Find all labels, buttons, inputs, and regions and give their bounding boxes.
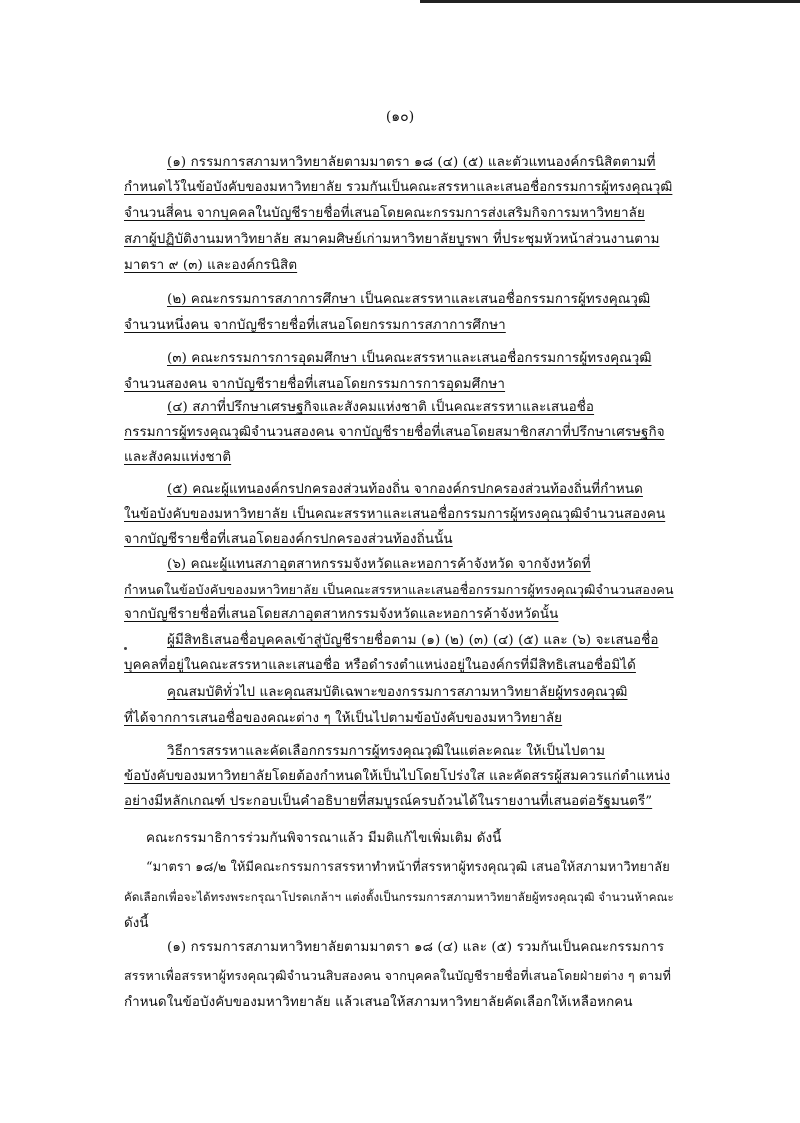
- text-line: (๑) กรรมการสภามหาวิทยาลัยตามมาตรา ๑๘ (๔) (๕) และตัวแทนองค์กรนิสิตตามที่: [167, 155, 656, 170]
- text-line: ในข้อบังคับของมหาวิทยาลัย เป็นคณะสรรหาและเสนอชื่อกรรมการผู้ทรงคุณวุฒิจำนวนสองคน: [124, 507, 666, 522]
- page-number: (๑๐): [385, 109, 415, 125]
- scan-speck: [124, 647, 127, 650]
- text-line: ที่ได้จากการเสนอชื่อของคณะต่าง ๆ ให้เป็นไปตามข้อบังคับของมหาวิทยาลัย: [124, 711, 563, 726]
- text-line: กำหนดไว้ในข้อบังคับของมหาวิทยาลัย รวมกันเป็นคณะสรรหาและเสนอชื่อกรรมการผู้ทรงคุณวุฒิ: [124, 180, 673, 195]
- text-line: กำหนดในข้อบังคับของมหาวิทยาลัย เป็นคณะสรรหาและเสนอชื่อกรรมการผู้ทรงคุณวุฒิจำนวนสองคน: [124, 582, 674, 597]
- text-line: ผู้มีสิทธิเสนอชื่อบุคคลเข้าสู่บัญชีรายชื่อตาม (๑) (๒) (๓) (๔) (๕) และ (๖) จะเสนอชื่อ: [167, 633, 659, 648]
- text-line: คุณสมบัติทั่วไป และคุณสมบัติเฉพาะของกรรมการสภามหาวิทยาลัยผู้ทรงคุณวุฒิ: [167, 685, 628, 700]
- committee-note: คณะกรรมาธิการร่วมกันพิจารณาแล้ว มีมติแก้ไขเพิ่มเติม ดังนี้: [146, 831, 502, 846]
- text-line: กำหนดในข้อบังคับของมหาวิทยาลัย แล้วเสนอให้สภามหาวิทยาลัยคัดเลือกให้เหลือหกคน: [124, 995, 633, 1010]
- text-line: “มาตรา ๑๘/๒ ให้มีคณะกรรมการสรรหาทำหน้าที่สรรหาผู้ทรงคุณวุฒิ เสนอให้สภามหาวิทยาลัย: [146, 860, 670, 875]
- text-line: (๖) คณะผู้แทนสภาอุตสาหกรรมจังหวัดและหอการค้าจังหวัด จากจังหวัดที่: [167, 557, 591, 572]
- text-line: ดังนี้: [124, 916, 149, 931]
- text-line: สภาผู้ปฏิบัติงานมหาวิทยาลัย สมาคมศิษย์เก่ามหาวิทยาลัยบูรพา ที่ประชุมหัวหน้าส่วนงานตาม: [124, 232, 660, 247]
- text-line: (๒) คณะกรรมการสภาการศึกษา เป็นคณะสรรหาและเสนอชื่อกรรมการผู้ทรงคุณวุฒิ: [167, 292, 651, 307]
- text-line: จำนวนสี่คน จากบุคคลในบัญชีรายชื่อที่เสนอโดยคณะกรรมการส่งเสริมกิจการมหาวิทยาลัย: [124, 206, 645, 221]
- text-line: ข้อบังคับของมหาวิทยาลัยโดยต้องกำหนดให้เป็นไปโดยโปร่งใส และคัดสรรผู้สมควรแก่ตำแหน่ง: [124, 769, 671, 784]
- text-line: มาตรา ๙ (๓) และองค์กรนิสิต: [124, 258, 298, 273]
- text-line: อย่างมีหลักเกณฑ์ ประกอบเป็นคำอธิบายที่สมบูรณ์ครบถ้วนได้ในรายงานที่เสนอต่อรัฐมนตรี”: [124, 794, 653, 809]
- text-line: จากบัญชีรายชื่อที่เสนอโดยสภาอุตสาหกรรมจังหวัดและหอการค้าจังหวัดนั้น: [124, 607, 559, 622]
- text-line: (๔) สภาที่ปรึกษาเศรษฐกิจและสังคมแห่งชาติ เป็นคณะสรรหาและเสนอชื่อ: [167, 400, 595, 415]
- text-line: กรรมการผู้ทรงคุณวุฒิจำนวนสองคน จากบัญชีรายชื่อที่เสนอโดยสมาชิกสภาที่ปรึกษาเศรษฐกิจ: [124, 425, 665, 440]
- text-line: (๑) กรรมการสภามหาวิทยาลัยตามมาตรา ๑๘ (๔) และ (๕) รวมกันเป็นคณะกรรมการ: [167, 940, 665, 955]
- text-line: คัดเลือกเพื่อจะได้ทรงพระกรุณาโปรดเกล้าฯ แต่งตั้งเป็นกรรมการสภามหาวิทยาลัยผู้ทรงคุณวุฒิ จำนวนห้าคณะ: [124, 890, 674, 904]
- text-line: จากบัญชีรายชื่อที่เสนอโดยองค์กรปกครองส่วนท้องถิ่นนั้น: [124, 532, 453, 547]
- text-line: จำนวนหนึ่งคน จากบัญชีรายชื่อที่เสนอโดยกรรมการสภาการศึกษา: [124, 318, 506, 333]
- text-line: วิธีการสรรหาและคัดเลือกกรรมการผู้ทรงคุณวุฒิในแต่ละคณะ ให้เป็นไปตาม: [167, 744, 606, 759]
- text-line: (๓) คณะกรรมการการอุดมศึกษา เป็นคณะสรรหาและเสนอชื่อกรรมการผู้ทรงคุณวุฒิ: [167, 351, 652, 366]
- text-line: บุคคลที่อยู่ในคณะสรรหาและเสนอชื่อ หรือดำรงตำแหน่งอยู่ในองค์กรที่มีสิทธิเสนอชื่อมิได้: [124, 658, 636, 673]
- text-line: จำนวนสองคน จากบัญชีรายชื่อที่เสนอโดยกรรมการการอุดมศึกษา: [124, 377, 506, 392]
- text-line: และสังคมแห่งชาติ: [124, 450, 232, 465]
- text-line: สรรหาเพื่อสรรหาผู้ทรงคุณวุฒิจำนวนสิบสองคน จากบุคคลในบัญชีรายชื่อที่เสนอโดยฝ่ายต่าง ๆ ตามที่: [124, 968, 672, 983]
- text-line: (๕) คณะผู้แทนองค์กรปกครองส่วนท้องถิ่น จากองค์กรปกครองส่วนท้องถิ่นที่กำหนด: [167, 482, 643, 497]
- top-rule: [420, 0, 800, 3]
